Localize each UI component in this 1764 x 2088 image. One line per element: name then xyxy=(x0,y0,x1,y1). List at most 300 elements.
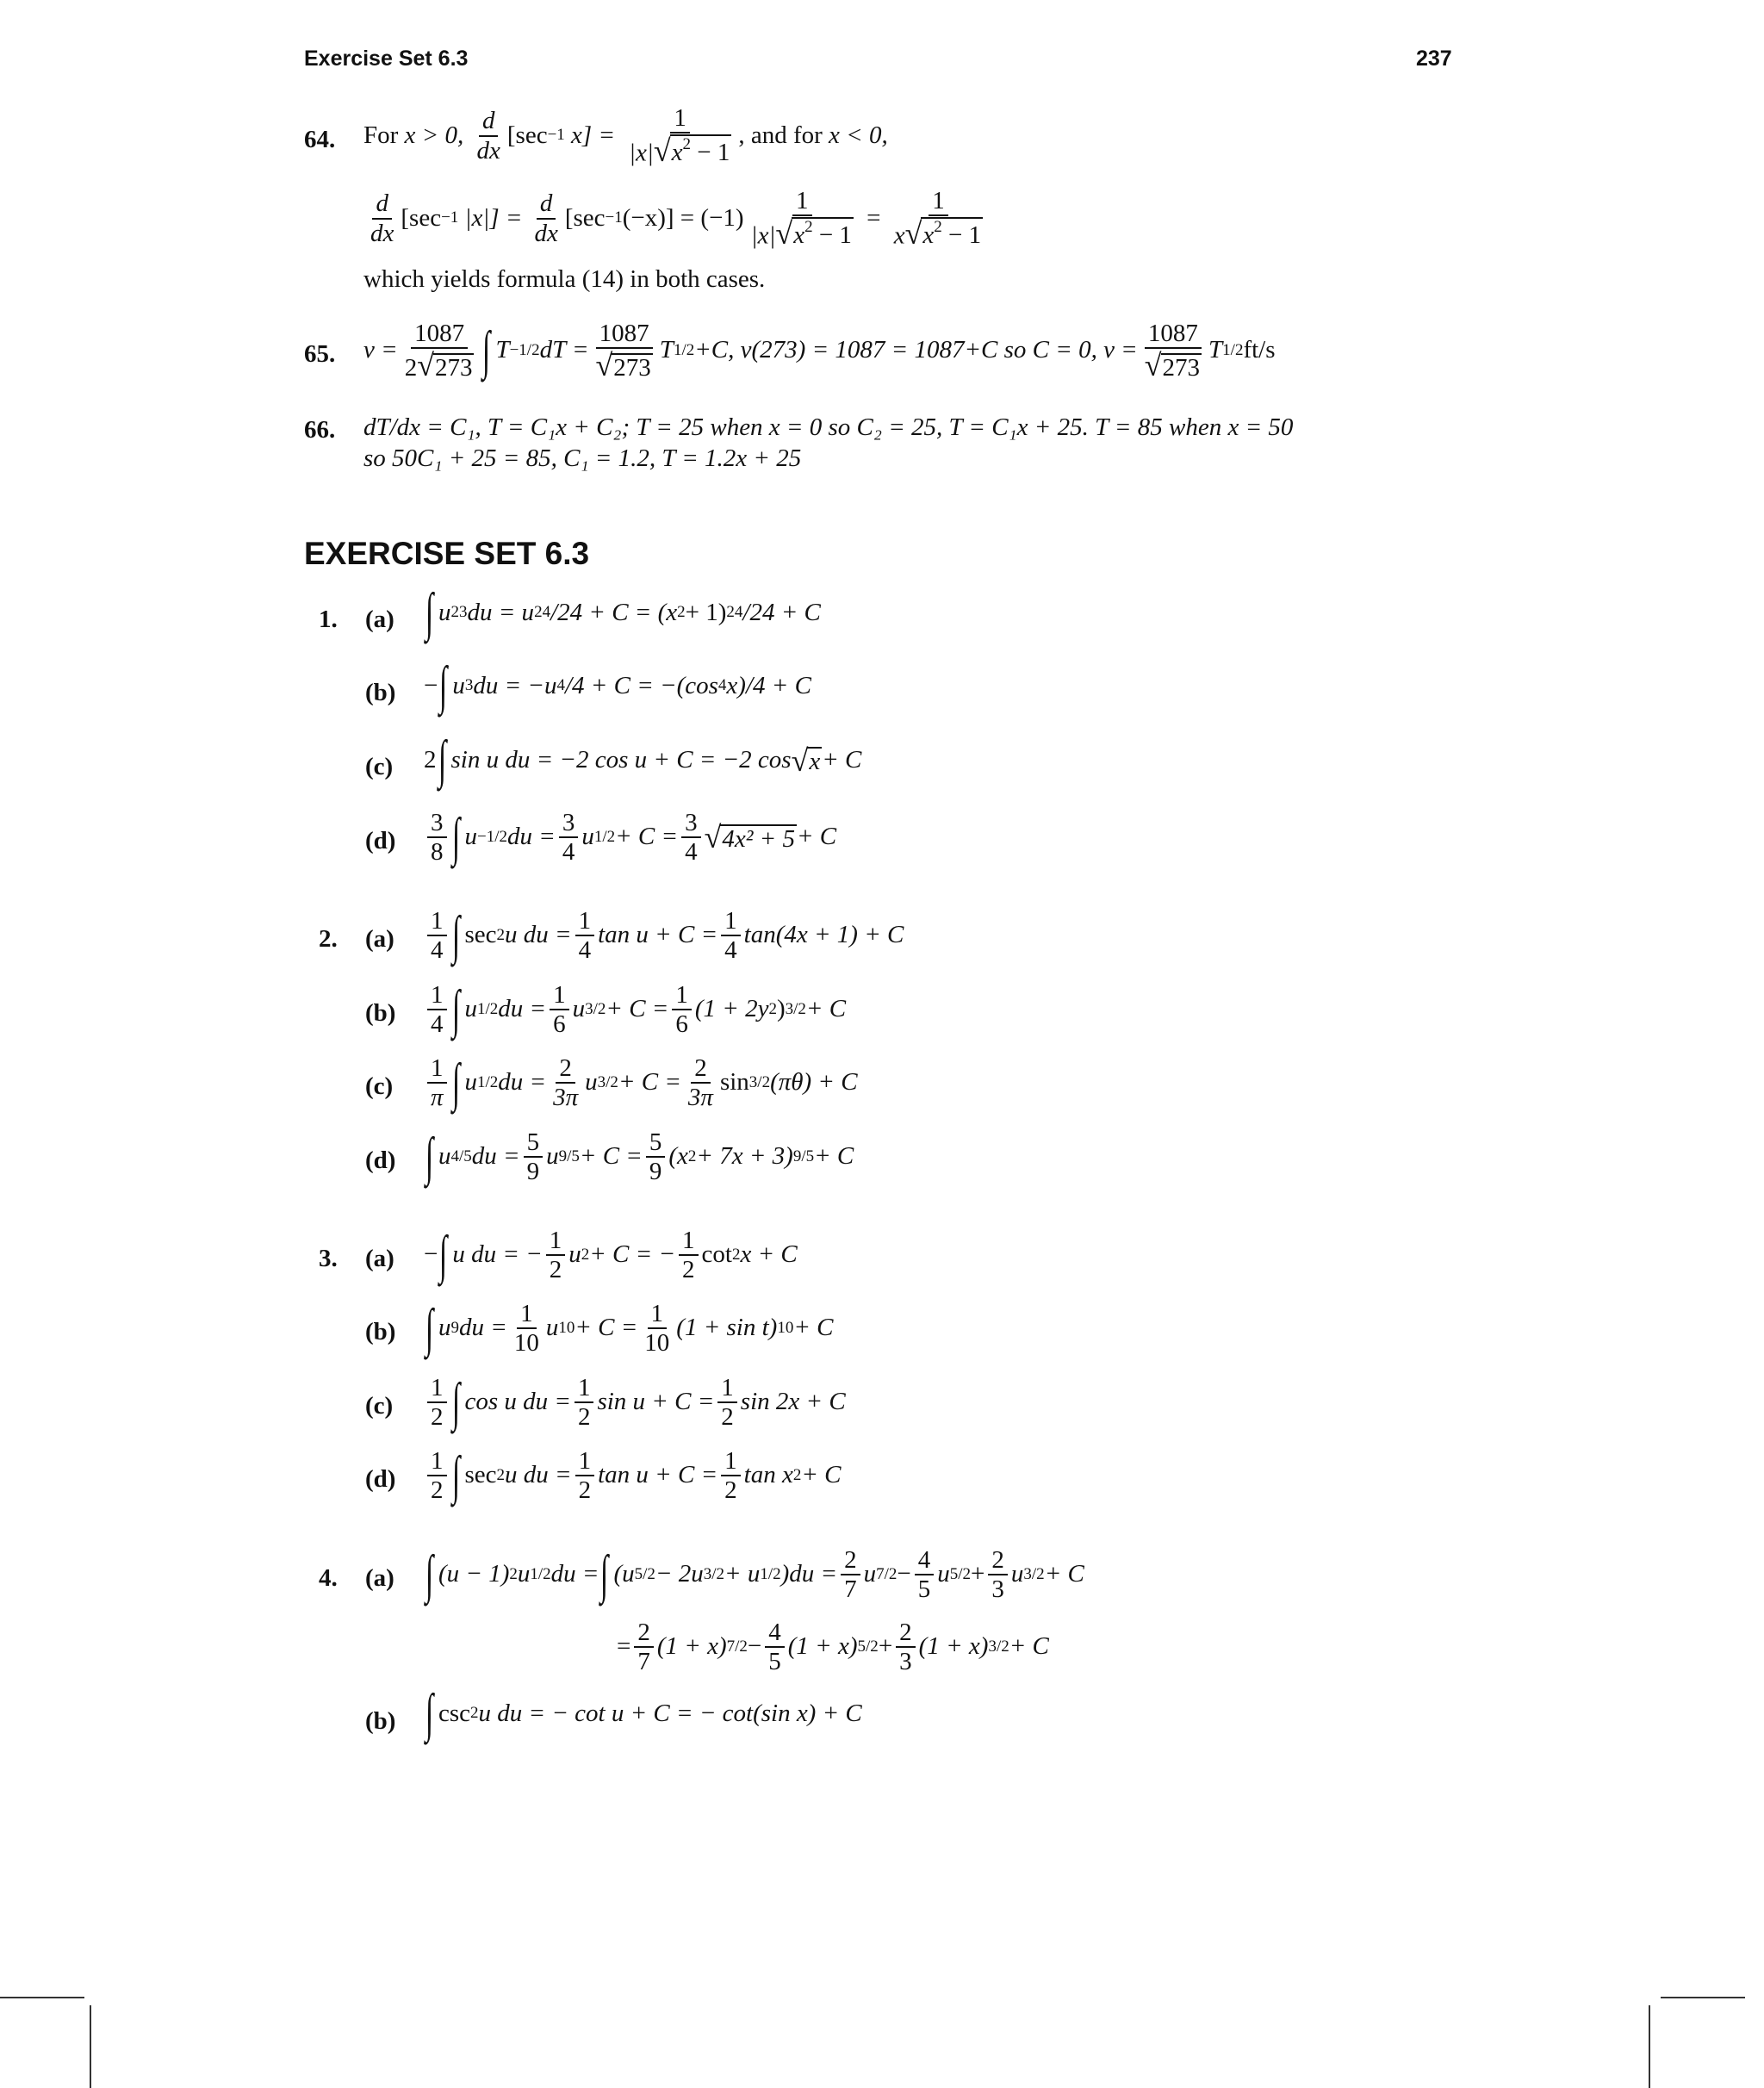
math: + C = xyxy=(606,995,669,1023)
problem-1a: ∫ u 23 du = u 24 /24 + C = (x 2 + 1) 24 /24 + C xyxy=(425,583,821,642)
sqrt: √ 273 xyxy=(417,348,473,383)
numerator: 2 xyxy=(896,1619,916,1648)
numerator: 2 xyxy=(691,1055,711,1084)
math: sin u + C = xyxy=(597,1388,715,1416)
math: du = xyxy=(506,823,556,851)
numerator: 1087 xyxy=(596,320,653,349)
math: 4x² + 5 xyxy=(722,824,795,853)
math: + xyxy=(878,1632,893,1661)
denominator xyxy=(401,349,478,381)
denominator: 7 xyxy=(844,1575,857,1604)
math: )du = xyxy=(780,1560,838,1588)
problem-3b: ∫ u 9 du = $\frac{1}{10}$ u 10 + C = $\frac{1}{10}$ (1 + sin t) 10 + C xyxy=(425,1298,834,1358)
numerator: 4 xyxy=(915,1547,935,1575)
denominator: 5 xyxy=(917,1575,931,1604)
denominator: 9 xyxy=(526,1158,540,1186)
abs-x: |x| xyxy=(750,221,776,250)
exponent: 3/2 xyxy=(785,999,806,1018)
math: du = u xyxy=(467,598,535,626)
math: − xyxy=(424,671,438,699)
exponent: 9/5 xyxy=(792,1147,815,1165)
problem-2b: $\frac{1}{4}$ ∫ u 1/2 du = $\frac{1}{6}$ u 3/2 + C = $\frac{1}{6}$ (1 + 2y 2 ) 3/2 + C xyxy=(424,982,846,1038)
math: + 1) xyxy=(685,598,727,626)
numerator: 1 xyxy=(427,1448,447,1476)
crop-mark xyxy=(0,1997,84,1998)
fraction xyxy=(593,320,656,382)
math: /24 + C xyxy=(742,598,821,626)
math: sec xyxy=(464,921,497,949)
math: x xyxy=(809,748,821,775)
numerator: 2 xyxy=(556,1055,575,1084)
math: du = −u xyxy=(473,671,557,699)
math: = xyxy=(617,1632,631,1661)
math: + C = xyxy=(618,1068,681,1097)
denominator: 5 xyxy=(768,1648,781,1676)
denominator: 3 xyxy=(991,1575,1004,1604)
math: = xyxy=(866,203,881,232)
exponent: 24 xyxy=(726,603,743,622)
numerator: 2 xyxy=(988,1547,1008,1575)
math: x + C xyxy=(740,1240,798,1269)
numerator: 1 xyxy=(679,1227,699,1256)
denominator: 3π xyxy=(687,1084,713,1112)
math: tan u + C = xyxy=(598,921,718,949)
math: tan(4x + 1) + C xyxy=(743,921,904,949)
exponent: 4/5 xyxy=(450,1147,472,1165)
part-label: (c) xyxy=(365,1072,394,1100)
problem-64-line3: which yields formula (14) in both cases. xyxy=(363,265,766,293)
exponent: 3/2 xyxy=(585,999,606,1018)
denominator: 2 xyxy=(431,1476,444,1505)
math: + xyxy=(971,1560,985,1588)
denominator: dx xyxy=(476,136,500,165)
math: sin xyxy=(719,1068,749,1097)
denominator xyxy=(891,216,986,249)
math: u xyxy=(438,598,451,626)
crop-mark xyxy=(1649,2005,1650,2088)
exponent: 3/2 xyxy=(748,1072,771,1091)
problem-3c: $\frac{1}{2}$ ∫ cos u du = $\frac{1}{2}$ sin u + C = $\frac{1}{2}$ sin 2x + C xyxy=(424,1375,846,1431)
exponent: 9/5 xyxy=(558,1147,580,1165)
denominator: 10 xyxy=(513,1329,539,1358)
exponent: 1/2 xyxy=(477,1072,499,1091)
math: + C xyxy=(814,1142,854,1171)
numerator: 1 xyxy=(929,188,948,216)
numerator: 1 xyxy=(427,1375,447,1403)
denominator xyxy=(748,216,857,249)
denominator: 3 xyxy=(899,1648,912,1676)
math: u xyxy=(863,1560,877,1588)
math: u xyxy=(452,671,465,699)
exponent: 2 xyxy=(792,1465,802,1484)
integral-sign: ∫ xyxy=(482,320,491,380)
math: + C xyxy=(1044,1560,1084,1588)
part-label: (c) xyxy=(365,753,394,780)
exponent: 2 xyxy=(581,1245,590,1264)
math: T xyxy=(659,336,674,364)
running-header: Exercise Set 6.3 xyxy=(304,47,469,71)
math: + C = xyxy=(579,1142,643,1171)
math: [sec xyxy=(506,121,548,149)
math: − 2u xyxy=(655,1560,704,1588)
math: + C = − xyxy=(589,1240,676,1269)
exponent: 2 xyxy=(731,1245,741,1264)
fraction xyxy=(891,188,986,249)
numerator: 1 xyxy=(648,1301,668,1329)
derivative-fraction xyxy=(474,108,504,164)
exponent: 1/2 xyxy=(1222,340,1244,359)
numerator: 2 xyxy=(841,1547,860,1575)
denominator: 2 xyxy=(431,1403,444,1432)
part-label: (a) xyxy=(365,925,394,953)
math: u xyxy=(438,1314,451,1342)
sqrt: √ 273 xyxy=(595,348,651,383)
exponent: 2 xyxy=(496,925,506,944)
denominator: 4 xyxy=(685,838,698,867)
exponent: 1/2 xyxy=(760,1564,781,1583)
denominator: 4 xyxy=(562,838,575,867)
denominator: 2 xyxy=(549,1256,562,1284)
denominator: 9 xyxy=(649,1158,662,1186)
math: x xyxy=(793,221,805,250)
math: du = xyxy=(550,1560,599,1588)
math: + C xyxy=(793,1314,834,1342)
part-label: (d) xyxy=(365,1147,396,1174)
numerator: 1 xyxy=(575,908,595,936)
exponent: 2 xyxy=(687,1147,697,1165)
part-label: (b) xyxy=(365,999,396,1027)
exponent: 1/2 xyxy=(673,340,695,359)
math: (1 + sin t) xyxy=(676,1314,778,1342)
numerator: 1 xyxy=(427,908,447,936)
numerator: 1 xyxy=(575,1448,595,1476)
problem-number: 66. xyxy=(304,416,336,444)
section-title: EXERCISE SET 6.3 xyxy=(304,536,590,571)
denominator: 2 xyxy=(577,1403,591,1432)
math: (1 + x) xyxy=(656,1632,727,1661)
math: + C xyxy=(1009,1632,1049,1661)
numerator: 1 xyxy=(546,1227,566,1256)
math: +C, v(273) = 1087 = 1087+C so C = 0, v = xyxy=(694,336,1138,364)
denominator: 6 xyxy=(675,1010,688,1039)
denominator xyxy=(1141,349,1205,381)
numerator: 1 xyxy=(717,1375,737,1403)
problem-65-line xyxy=(363,320,1276,382)
math: u xyxy=(464,1068,478,1097)
math: du = xyxy=(471,1142,520,1171)
exponent: 5/2 xyxy=(949,1564,972,1583)
math: x xyxy=(922,221,935,250)
exponent: 2 xyxy=(677,603,686,622)
math: u xyxy=(464,995,477,1023)
fraction xyxy=(1141,320,1205,382)
exponent: 7/2 xyxy=(876,1564,898,1583)
part-label: (a) xyxy=(365,1564,394,1592)
math: du = xyxy=(498,1068,547,1097)
sqrt: √ $x^2 - 1$ xyxy=(653,133,730,168)
part-label: (c) xyxy=(365,1392,394,1420)
part-label: (d) xyxy=(365,1465,396,1493)
problem-number: 1. xyxy=(319,606,338,633)
math: − xyxy=(747,1632,762,1661)
denominator: 4 xyxy=(431,1010,444,1039)
numerator: 1 xyxy=(721,908,741,936)
math: T xyxy=(1208,336,1223,364)
text: For xyxy=(363,121,399,149)
part-label: (b) xyxy=(365,679,396,706)
problem-2a: $\frac{1}{4}$ ∫ sec 2 u du = $\frac{1}{4}$ tan u + C = $\frac{1}{4}$ tan(4x + 1) + C xyxy=(424,908,904,964)
exponent: 7/2 xyxy=(726,1637,748,1656)
part-label: (a) xyxy=(365,1245,394,1272)
sqrt: √ 4x² + 5 xyxy=(704,820,795,855)
numerator: 1 xyxy=(672,982,692,1010)
numerator: 3 xyxy=(427,810,447,838)
math: u du = xyxy=(505,921,572,949)
denominator: 2 xyxy=(682,1256,695,1284)
problem-number: 3. xyxy=(319,1245,338,1272)
math: − 1 xyxy=(812,221,852,250)
problem-64-line2: $\frac{d}{dx}$ [sec −1 |x|] = $\frac{d}{dx}$ [sec −1 (−x)] = (−1) 1 |x| √ $x^2 - 1$ = 1 x √ $x^2 - 1$ xyxy=(363,188,990,249)
exponent: 23 xyxy=(450,603,468,622)
problem-1c: 2 ∫ sin u du = −2 cos u + C = −2 cos √ x + C xyxy=(424,730,862,789)
abs-x: |x| xyxy=(629,139,654,167)
math: v = xyxy=(363,336,398,364)
math: u xyxy=(545,1314,559,1342)
math: du = xyxy=(498,995,547,1023)
problem-4a-line1: ∫ (u − 1) 2 u 1/2 du = ∫ (u 5/2 − 2u 3/2 + u 1/2 )du = $\frac{2}{7}$ u 7/2 − $\frac{4}{5}$ u 5/2 + $\frac{2}{3}$ u 3/2 + C xyxy=(425,1544,1084,1604)
math: 2 xyxy=(424,745,437,774)
sqrt: √ 273 xyxy=(1144,348,1201,383)
math: ) xyxy=(776,995,786,1023)
numerator: 1 xyxy=(427,1055,447,1084)
problem-64-line1: For x > 0, $\frac{d}{dx}$ [sec −1 x] = 1 |x| √ $x^2 - 1$ , and for x < 0, xyxy=(363,104,888,168)
denominator: 10 xyxy=(644,1329,670,1358)
exponent: 3 xyxy=(464,676,474,695)
exponent: 3/2 xyxy=(988,1637,1009,1656)
math: u xyxy=(1010,1560,1024,1588)
denominator: 4 xyxy=(724,936,737,965)
math: (x xyxy=(668,1142,688,1171)
exponent: 2 xyxy=(470,1704,479,1723)
math: 273 xyxy=(1162,354,1201,382)
math: + C xyxy=(801,1461,842,1489)
numerator: 1 xyxy=(792,188,812,216)
denominator: 2 xyxy=(721,1403,734,1432)
exponent: 5/2 xyxy=(634,1564,655,1583)
denominator: π xyxy=(431,1084,444,1112)
math: x xyxy=(671,139,683,167)
text: , and for xyxy=(738,121,823,149)
math: u xyxy=(937,1560,950,1588)
math: + C = xyxy=(575,1314,638,1342)
math: dT = xyxy=(539,336,589,364)
denominator: 3π xyxy=(553,1084,579,1112)
denominator: 2 xyxy=(578,1476,592,1505)
numerator: 2 xyxy=(634,1619,654,1648)
problem-2c: $\frac{1}{\pi}$ ∫ u 1/2 du = $\frac{2}{3\pi}$ u 3/2 + C = $\frac{2}{3\pi}$ sin 3/2 (πθ) + C xyxy=(424,1055,858,1111)
problem-3d: $\frac{1}{2}$ ∫ sec 2 u du = $\frac{1}{2}$ tan u + C = $\frac{1}{2}$ tan x 2 + C xyxy=(424,1448,842,1504)
math: (−x)] = (−1) xyxy=(622,203,744,232)
math: − xyxy=(424,1240,438,1269)
math: x > 0, xyxy=(404,121,464,149)
problem-1d: $\frac{3}{8}$ ∫ u −1/2 du = $\frac{3}{4}$ u 1/2 + C = $\frac{3}{4}$ √ 4x² + 5 + C xyxy=(424,810,836,866)
exponent: 1/2 xyxy=(593,827,616,846)
part-label: (d) xyxy=(365,827,396,854)
fraction xyxy=(748,188,857,249)
math: u xyxy=(464,823,477,851)
crop-mark xyxy=(1661,1997,1745,1998)
math: u xyxy=(581,823,594,851)
problem-number: 2. xyxy=(319,925,338,953)
math: csc xyxy=(438,1699,471,1727)
math: (u xyxy=(613,1560,635,1588)
math: − 1 xyxy=(690,139,730,167)
exponent: 3/2 xyxy=(1023,1564,1045,1583)
math: du = xyxy=(458,1314,507,1342)
math: u xyxy=(438,1142,451,1171)
exponent: 2 xyxy=(768,999,777,1018)
numerator: 1 xyxy=(427,982,447,1010)
part-label: (a) xyxy=(365,606,394,633)
math: sin 2x + C xyxy=(740,1388,846,1416)
exponent: 3/2 xyxy=(597,1072,618,1091)
sqrt: √ x xyxy=(791,743,821,778)
problem-66-line2: so 50C₁ + 25 = 85, C₁ = 1.2, T = 1.2x + 25 xyxy=(363,444,802,472)
math: (1 + 2y xyxy=(694,995,769,1023)
numerator: 5 xyxy=(524,1129,543,1158)
math: − 1 xyxy=(941,221,982,250)
numerator: 1 xyxy=(721,1448,741,1476)
math: (1 + x) xyxy=(787,1632,858,1661)
math: u du = − cot u + C = − cot(sin x) + C xyxy=(478,1699,862,1727)
problem-4a-line2 xyxy=(617,1619,1049,1675)
math: x] = xyxy=(571,121,616,149)
denominator: 4 xyxy=(431,936,444,965)
problem-3a: − ∫ u du = − $\frac{1}{2}$ u 2 + C = − $\frac{1}{2}$ cot 2 x + C xyxy=(424,1225,798,1284)
math: tan u + C = xyxy=(598,1461,718,1489)
math: sin u du = −2 cos u + C = −2 cos xyxy=(450,745,792,774)
exponent: 24 xyxy=(534,603,551,622)
math: /4 + C = −(cos xyxy=(564,671,718,699)
denominator: 7 xyxy=(637,1648,650,1676)
derivative-fraction: $\frac{d}{dx}$ xyxy=(534,190,558,247)
math: tan x xyxy=(743,1461,793,1489)
numerator: d xyxy=(479,108,499,136)
denominator xyxy=(593,349,656,381)
denominator: 4 xyxy=(578,936,592,965)
math: u du = − xyxy=(452,1240,543,1269)
math: sec xyxy=(464,1461,497,1489)
math: u xyxy=(568,1240,581,1269)
math: u xyxy=(572,995,586,1023)
problem-1b: − ∫ u 3 du = −u 4 /4 + C = −(cos 4 x)/4 + C xyxy=(424,656,811,715)
exponent: 1/2 xyxy=(530,1564,551,1583)
fraction xyxy=(401,320,478,382)
derivative-fraction: $\frac{d}{dx}$ xyxy=(370,190,394,247)
math: 2 xyxy=(404,354,418,382)
exponent: 10 xyxy=(558,1318,575,1337)
math: (1 + x) xyxy=(918,1632,989,1661)
denominator: 6 xyxy=(553,1010,566,1039)
part-label: (b) xyxy=(365,1318,396,1345)
math: (u − 1) xyxy=(438,1560,510,1588)
exponent: 3/2 xyxy=(703,1564,725,1583)
denominator: 2 xyxy=(724,1476,737,1505)
problem-4b: ∫ csc 2 u du = − cot u + C = − cot(sin x) + C xyxy=(425,1684,862,1743)
exponent: 1/2 xyxy=(476,999,499,1018)
sqrt: √ $x^2 - 1$ xyxy=(904,215,982,251)
sqrt: √ $x^2 - 1$ xyxy=(775,215,852,251)
math: /24 + C = (x xyxy=(550,598,678,626)
math: + C = xyxy=(615,823,679,851)
math: |x|] = xyxy=(464,203,523,232)
math: + C xyxy=(796,823,837,851)
unit: ft/s xyxy=(1243,336,1276,364)
math: cos u du = xyxy=(464,1388,571,1416)
exponent: 2 xyxy=(496,1465,506,1484)
numerator: 1 xyxy=(575,1375,594,1403)
math: x)/4 + C xyxy=(726,671,811,699)
math: u xyxy=(517,1560,531,1588)
page-number: 237 xyxy=(1416,47,1452,71)
exponent: 4 xyxy=(717,676,727,695)
numerator: 1087 xyxy=(411,320,468,349)
problem-66-line1: dT/dx = C₁, T = C₁x + C₂; T = 25 when x = 0 so C₂ = 25, T = C₁x + 25. T = 85 when x = 50 xyxy=(363,413,1294,441)
math: + u xyxy=(724,1560,761,1588)
problem-number: 65. xyxy=(304,340,336,368)
math: u xyxy=(546,1142,559,1171)
part-label: (b) xyxy=(365,1707,396,1735)
math: T xyxy=(495,336,510,364)
math: x < 0, xyxy=(829,121,888,149)
math: 273 xyxy=(434,354,473,382)
denominator: 8 xyxy=(431,838,444,867)
math: + 7x + 3) xyxy=(696,1142,793,1171)
crop-mark xyxy=(90,2005,91,2088)
exponent: 10 xyxy=(777,1318,794,1337)
math: − xyxy=(897,1560,911,1588)
exponent: 5/2 xyxy=(857,1637,879,1656)
math: u xyxy=(585,1068,598,1097)
math: [sec xyxy=(401,203,442,232)
denominator xyxy=(625,134,735,166)
exponent: 2 xyxy=(509,1564,518,1583)
math: u du = xyxy=(505,1461,572,1489)
fraction xyxy=(625,105,735,166)
exponent: 4 xyxy=(556,676,565,695)
numerator: 1087 xyxy=(1145,320,1202,349)
math: [sec xyxy=(564,203,606,232)
problem-2d: ∫ u 4/5 du = $\frac{5}{9}$ u 9/5 + C = $\frac{5}{9}$ (x 2 + 7x + 3) 9/5 + C xyxy=(425,1127,854,1186)
numerator: 4 xyxy=(765,1619,785,1648)
numerator: 3 xyxy=(559,810,579,838)
exponent: −1/2 xyxy=(476,827,507,846)
numerator: 3 xyxy=(681,810,701,838)
exponent: −1/2 xyxy=(509,340,540,359)
math: + C xyxy=(822,745,862,774)
numerator: 1 xyxy=(550,982,569,1010)
numerator: 1 xyxy=(670,105,690,134)
math: cot xyxy=(701,1240,732,1269)
exponent: 9 xyxy=(450,1318,459,1337)
numerator: 1 xyxy=(517,1301,537,1329)
math: (πθ) + C xyxy=(770,1068,858,1097)
math: + C xyxy=(805,995,847,1023)
math: x xyxy=(893,221,905,250)
math: 273 xyxy=(613,354,651,382)
problem-number: 64. xyxy=(304,126,336,153)
numerator: 5 xyxy=(646,1129,666,1158)
